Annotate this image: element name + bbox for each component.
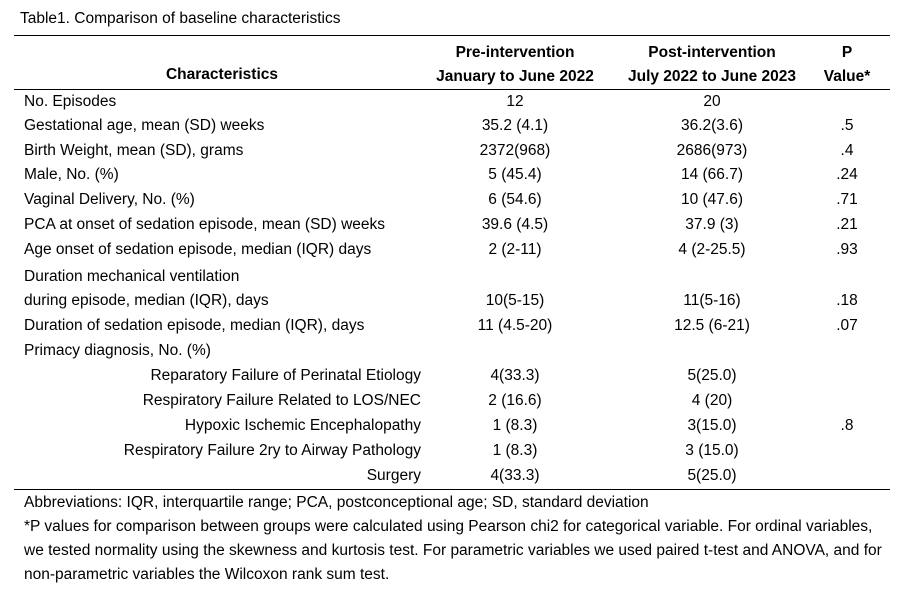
diagnosis-post: 4 (20) xyxy=(691,392,733,409)
row-label: PCA at onset of sedation episode, mean (SD) weeks xyxy=(24,216,386,233)
row-p: .21 xyxy=(836,216,858,233)
row-post: 10 (47.6) xyxy=(680,191,744,208)
bottom-rule xyxy=(14,489,890,490)
diagnosis-post: 5(25.0) xyxy=(687,467,737,484)
row-post: 36.2(3.6) xyxy=(680,117,744,134)
diagnosis-label: Surgery xyxy=(366,467,421,484)
row-label: Vaginal Delivery, No. (%) xyxy=(24,191,195,208)
row-pre: 12 xyxy=(506,93,524,110)
row-pre: 10(5-15) xyxy=(485,292,545,309)
header-p-line2: Value* xyxy=(823,68,871,85)
diagnosis-p-value: .8 xyxy=(840,417,854,434)
row-pre: 35.2 (4.1) xyxy=(481,117,549,134)
row-pre: 2 (2-11) xyxy=(488,241,542,258)
row-pre: 5 (45.4) xyxy=(488,166,542,183)
row-label: Gestational age, mean (SD) weeks xyxy=(24,117,265,134)
row-p: .71 xyxy=(836,191,858,208)
diagnosis-pre: 4(33.3) xyxy=(490,367,540,384)
diagnosis-label: Reparatory Failure of Perinatal Etiology xyxy=(150,367,421,384)
diagnosis-label: Respiratory Failure 2ry to Airway Pathology xyxy=(123,442,421,459)
diagnosis-post: 5(25.0) xyxy=(687,367,737,384)
row-post: 4 (2-25.5) xyxy=(678,241,746,258)
header-p-value xyxy=(812,41,882,89)
footnote-abbreviations: Abbreviations: IQR, interquartile range; PCA, postconceptional age; SD, standard deviation xyxy=(24,494,649,511)
diagnosis-label: Hypoxic Ischemic Encephalopathy xyxy=(184,417,421,434)
header-pre-line2: January to June 2022 xyxy=(436,68,594,85)
row-p: .07 xyxy=(836,317,858,334)
row-label: Birth Weight, mean (SD), grams xyxy=(24,142,244,159)
row-label: Duration of sedation episode, median (IQR), days xyxy=(24,317,365,334)
row-p: .18 xyxy=(836,292,858,309)
header-post-intervention xyxy=(612,41,812,89)
top-rule xyxy=(14,35,890,36)
diagnosis-pre: 4(33.3) xyxy=(490,467,540,484)
row-label: Duration mechanical ventilation xyxy=(24,268,240,285)
row-post: 12.5 (6-21) xyxy=(674,317,750,334)
table-caption: Table1. Comparison of baseline characteristics xyxy=(20,10,341,27)
row-p: .24 xyxy=(836,166,858,183)
diagnosis-label: Respiratory Failure Related to LOS/NEC xyxy=(142,392,421,409)
header-characteristics: Characteristics xyxy=(165,66,278,83)
diagnosis-pre: 1 (8.3) xyxy=(492,417,538,434)
row-post: 11(5-16) xyxy=(683,292,741,309)
row-label: No. Episodes xyxy=(24,93,117,110)
diagnosis-post: 3 (15.0) xyxy=(685,442,739,459)
diagnosis-post: 3(15.0) xyxy=(687,417,737,434)
row-pre: 6 (54.6) xyxy=(488,191,542,208)
diagnosis-pre: 2 (16.6) xyxy=(488,392,542,409)
header-pre-line1: Pre-intervention xyxy=(455,44,575,61)
row-pre: 39.6 (4.5) xyxy=(481,216,549,233)
row-post: 20 xyxy=(703,93,721,110)
row-pre: 2372(968) xyxy=(479,142,551,159)
row-post: 37.9 (3) xyxy=(685,216,739,233)
header-post-line1: Post-intervention xyxy=(648,44,776,61)
header-post-line2: July 2022 to June 2023 xyxy=(627,68,796,85)
diagnosis-pre: 1 (8.3) xyxy=(492,442,538,459)
row-pre: 11 (4.5-20) xyxy=(477,317,553,334)
row-p: .5 xyxy=(840,117,854,134)
row-post: 2686(973) xyxy=(676,142,748,159)
row-post: 14 (66.7) xyxy=(680,166,744,183)
row-label-line2: during episode, median (IQR), days xyxy=(24,292,269,309)
header-p-line1: P xyxy=(841,44,853,61)
row-p: .4 xyxy=(840,142,854,159)
row-p: .93 xyxy=(836,241,858,258)
row-label: Age onset of sedation episode, median (IQR) days xyxy=(24,241,372,258)
header-pre-intervention xyxy=(420,41,610,89)
row-label: Male, No. (%) xyxy=(24,166,119,183)
row-label: Primacy diagnosis, No. (%) xyxy=(24,342,211,359)
footnote-p-values: *P values for comparison between groups were calculated using Pearson chi2 for categorical variable. For ordinal variables, we tested normality using the skewness and kurtosis test. For parametric variables we used paired t-test and ANOVA, and for non-parametric variables the Wilcoxon rank sum test. xyxy=(24,518,882,583)
